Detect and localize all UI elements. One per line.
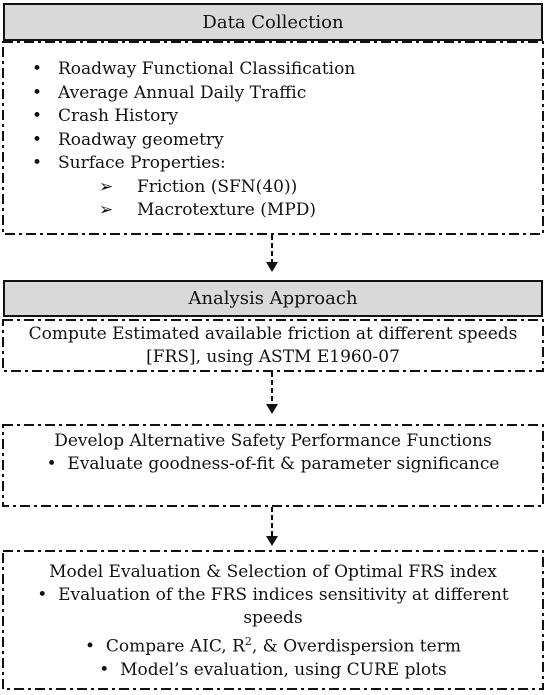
model-bullet-1 xyxy=(6,584,540,607)
model-bullet-2 xyxy=(6,630,540,659)
sub-list-item xyxy=(14,176,534,200)
list-item xyxy=(14,129,534,153)
model-bullet-3-text: Model’s evaluation, using CURE plots xyxy=(120,659,447,680)
model-bullet-2-pre: Compare AIC, R xyxy=(105,636,245,657)
list-item-text: Surface Properties: xyxy=(58,153,226,173)
arrow-bullet-icon: ➢ xyxy=(99,200,114,220)
bullet-glyph: • xyxy=(99,659,110,680)
model-bullet-3 xyxy=(6,659,540,682)
bullet-glyph: • xyxy=(46,454,57,474)
list-item-text: Average Annual Daily Traffic xyxy=(58,82,307,103)
analysis-line-2: [FRS], using ASTM E1960-07 xyxy=(146,347,400,367)
develop-title: Develop Alternative Safety Performance Functions xyxy=(54,431,492,451)
data-collection-list xyxy=(14,58,534,223)
bullet-glyph: • xyxy=(37,585,48,605)
analysis-header xyxy=(3,280,543,317)
model-bullet-2-post: , & Overdispersion term xyxy=(251,636,461,657)
bullet-glyph: • xyxy=(85,636,96,657)
analysis-title: Analysis Approach xyxy=(188,288,358,309)
list-item-text: Crash History xyxy=(58,106,179,126)
model-bullet-1-line-1: Evaluation of the FRS indices sensitivity at different xyxy=(58,585,509,605)
model-title: Model Evaluation & Selection of Optimal FRS index xyxy=(49,562,497,582)
superscript-two: 2 xyxy=(244,635,252,648)
bullet-glyph: • xyxy=(32,153,43,173)
sub-list-item-text: Macrotexture (MPD) xyxy=(137,200,317,220)
arrow-head-3 xyxy=(266,536,278,546)
data-collection-header xyxy=(3,3,543,41)
sub-list-item xyxy=(14,199,534,223)
develop-bullet-row xyxy=(6,453,540,476)
list-item xyxy=(14,82,534,106)
analysis-line-1: Compute Estimated available friction at different speeds xyxy=(28,324,518,344)
analysis-body xyxy=(6,323,540,369)
list-item-text: Roadway Functional Classification xyxy=(58,59,356,79)
list-item xyxy=(14,152,534,176)
develop-bullet-text: Evaluate goodness-of-fit & parameter significance xyxy=(67,454,500,474)
list-item xyxy=(14,105,534,129)
list-item xyxy=(14,58,534,82)
sub-list-item-text: Friction (SFN(40)) xyxy=(137,176,298,197)
model-bullet-1-line-2: speeds xyxy=(243,608,303,628)
bullet-glyph: • xyxy=(32,106,43,126)
arrow-head-1 xyxy=(266,262,278,272)
bullet-glyph: • xyxy=(32,129,43,150)
list-item-text: Roadway geometry xyxy=(58,129,224,150)
arrow-bullet-icon: ➢ xyxy=(99,176,114,197)
data-collection-title: Data Collection xyxy=(202,11,344,33)
bullet-glyph: • xyxy=(32,82,43,103)
model-evaluation-body xyxy=(6,561,540,682)
arrow-head-2 xyxy=(266,404,278,414)
bullet-glyph: • xyxy=(32,59,43,79)
develop-body xyxy=(6,430,540,476)
